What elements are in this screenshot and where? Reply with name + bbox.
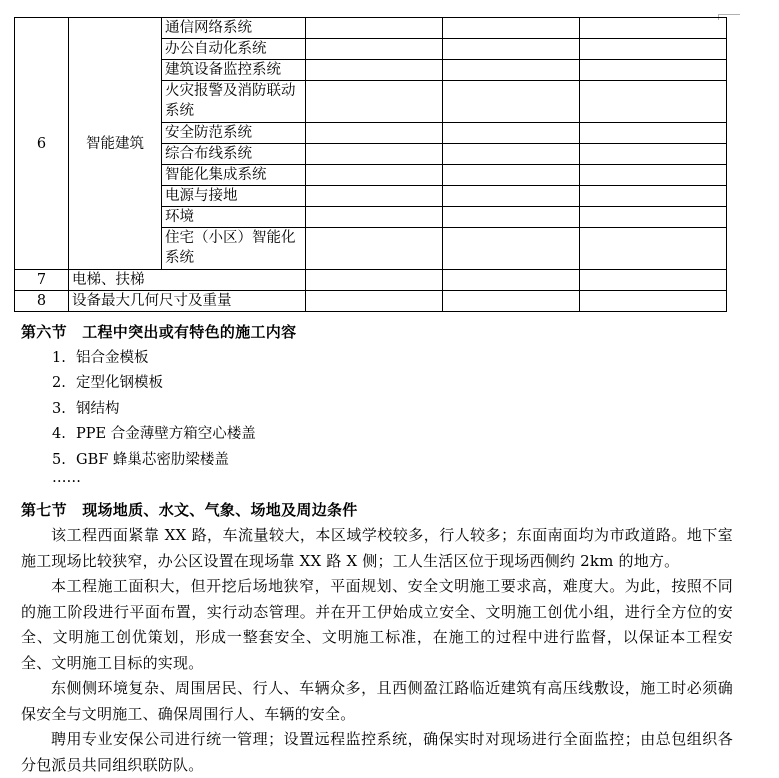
empty-cell (580, 18, 727, 39)
body-paragraph: 该工程西面紧靠 XX 路，车流量较大，本区域学校较多，行人较多；东面南面均为市政道路。地下室施工现场比较狭窄，办公区设置在现场靠 XX 路 X 侧；工人生活区位于现场西侧约 2km 的地方。 (21, 526, 733, 570)
body-paragraph: 本工程施工面积大，但开挖后场地狭窄，平面规划、安全文明施工要求高，难度大。为此，按照不同的施工阶段进行平面布置，实行动态管理。并在开工伊始成立安全、文明施工创优小组，进行全方位的安全、文明施工创优策划，形成一整套安全、文明施工标准，在施工的过程中进行监督，以保证本工程安全、文明施工目标的实现。 (21, 577, 733, 672)
empty-cell (580, 144, 727, 165)
list-item-number: 3. (52, 400, 66, 417)
section-heading: 第六节 工程中突出或有特色的施工内容 (21, 323, 297, 341)
subitem-cell: 办公自动化系统 (162, 39, 306, 60)
empty-cell (580, 270, 727, 291)
empty-cell (443, 165, 580, 186)
subitem-cell: 安全防范系统 (162, 123, 306, 144)
empty-cell (306, 291, 443, 312)
table-row (15, 18, 727, 39)
list-item-text: 铝合金模板 (76, 350, 149, 366)
empty-cell (306, 144, 443, 165)
empty-cell (580, 60, 727, 81)
empty-cell (580, 186, 727, 207)
empty-cell (443, 144, 580, 165)
empty-cell (306, 270, 443, 291)
empty-cell (306, 60, 443, 81)
list-item (52, 397, 256, 422)
row-number-cell: 6 (15, 18, 69, 270)
empty-cell (580, 207, 727, 228)
table-row (15, 291, 727, 312)
list-item-number: 1. (52, 350, 66, 366)
empty-cell (443, 207, 580, 228)
spec-table (14, 17, 727, 312)
empty-cell (306, 165, 443, 186)
empty-cell (443, 18, 580, 39)
empty-cell (306, 123, 443, 144)
subitem-cell: 住宅（小区）智能化系统 (162, 228, 306, 270)
body-paragraph: 东侧侧环境复杂、周围居民、行人、车辆众多，且西侧盈江路临近建筑有高压线敷设，施工时必须确保安全与文明施工、确保周围行人、车辆的安全。 (21, 679, 733, 723)
list-item-number: 2. (52, 375, 66, 392)
list-item (52, 448, 256, 473)
empty-cell (306, 39, 443, 60)
empty-cell (580, 165, 727, 186)
list-item (52, 422, 256, 447)
subitem-cell: 综合布线系统 (162, 144, 306, 165)
subitem-cell: 环境 (162, 207, 306, 228)
empty-cell (306, 81, 443, 123)
subitem-cell: 通信网络系统 (162, 18, 306, 39)
list-item-text: PPE 合金薄壁方箱空心楼盖 (76, 426, 256, 443)
empty-cell (306, 186, 443, 207)
empty-cell (443, 123, 580, 144)
empty-cell (306, 228, 443, 270)
list-item (52, 371, 256, 396)
list-item-number: 5. (52, 451, 66, 468)
subitem-cell: 电源与接地 (162, 186, 306, 207)
subitem-cell: 火灾报警及消防联动系统 (162, 81, 306, 123)
subitem-cell: 建筑设备监控系统 (162, 60, 306, 81)
category-cell: 电梯、扶梯 (69, 270, 306, 291)
empty-cell (443, 39, 580, 60)
list-item-text: 钢结构 (76, 400, 120, 417)
empty-cell (580, 81, 727, 123)
category-cell: 智能建筑 (69, 18, 162, 270)
feature-list (52, 346, 256, 473)
subitem-cell: 智能化集成系统 (162, 165, 306, 186)
empty-cell (443, 270, 580, 291)
empty-cell (443, 228, 580, 270)
table-row (15, 270, 727, 291)
empty-cell (443, 81, 580, 123)
list-item-text: 定型化钢模板 (76, 375, 163, 392)
list-item (52, 346, 256, 371)
page-corner-mark (718, 14, 740, 15)
category-cell: 设备最大几何尺寸及重量 (69, 291, 306, 312)
empty-cell (443, 291, 580, 312)
section-heading: 第七节 现场地质、水文、气象、场地及周边条件 (21, 501, 358, 519)
list-ellipsis: …… (52, 470, 81, 486)
empty-cell (306, 207, 443, 228)
empty-cell (580, 123, 727, 144)
empty-cell (306, 18, 443, 39)
empty-cell (580, 39, 727, 60)
list-item-text: GBF 蜂巢芯密肋梁楼盖 (76, 451, 229, 468)
empty-cell (443, 186, 580, 207)
row-number-cell: 7 (15, 270, 69, 291)
row-number-cell: 8 (15, 291, 69, 312)
empty-cell (443, 60, 580, 81)
list-item-number: 4. (52, 426, 66, 443)
body-paragraph: 聘用专业安保公司进行统一管理；设置远程监控系统，确保实时对现场进行全面监控；由总包组织各分包派员共同组织联防队。 (21, 730, 733, 774)
empty-cell (580, 291, 727, 312)
empty-cell (580, 228, 727, 270)
